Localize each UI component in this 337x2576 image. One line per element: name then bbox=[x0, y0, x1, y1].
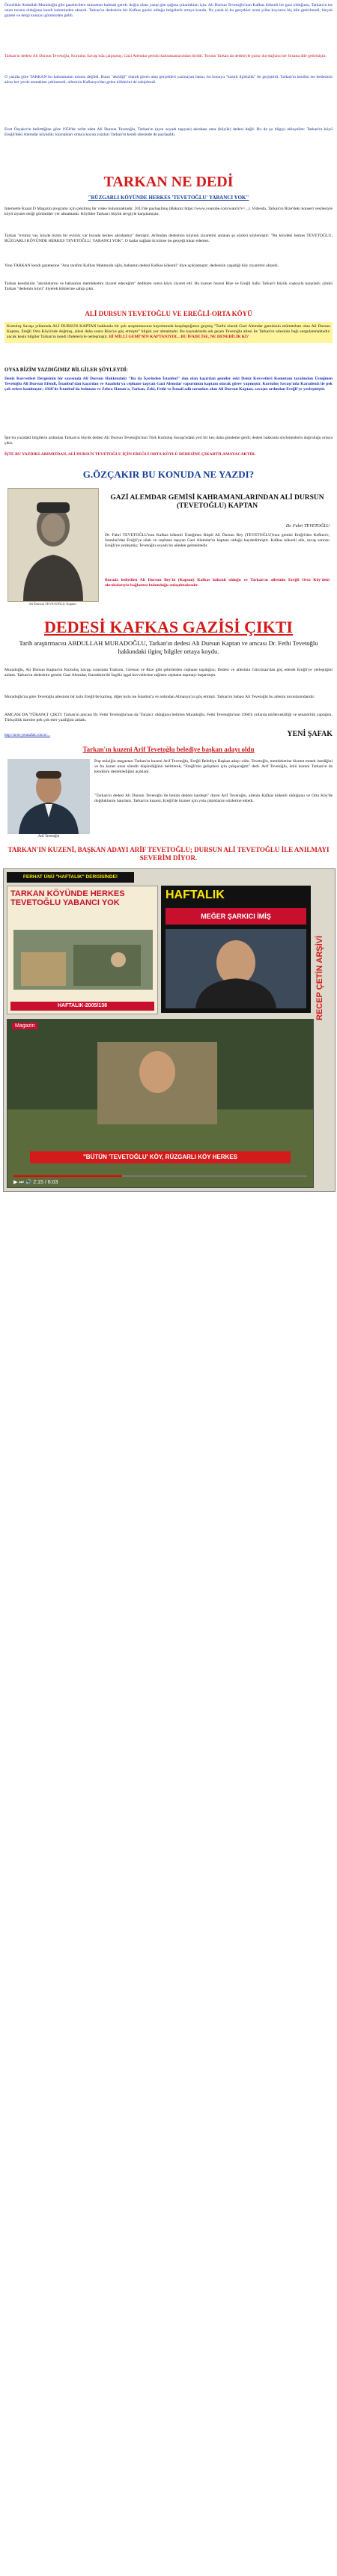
magazine-left-page bbox=[7, 886, 158, 1014]
card-author: Dr. Fahri TEVETOĞLU bbox=[285, 524, 330, 529]
section-heading-tarkan-ne-dedi: TARKAN NE DEDİ bbox=[103, 174, 234, 190]
section-heading-ozcakir: G.ÖZÇAKIR BU KONUDA NE YAZDI? bbox=[82, 469, 255, 480]
magazine-right-page bbox=[161, 886, 311, 1013]
card-note: Burada belirtilen Ali Dursun Bey'in (Kaptan) Kafkas kökenli olduğu ve Tarkan'ın ailesinin Ereğli Orta Köy'deki akrabalarıyla bağlantısı bulunduğu anlaşılmaktadır. bbox=[105, 578, 330, 588]
video-controls bbox=[13, 1179, 58, 1186]
magazine-cover-title: TARKAN KÖYÜNDE HERKES TEVETOĞLU YABANCI YOK bbox=[10, 889, 125, 907]
highlight-box-text: Kurtuluş Savaşı yıllarında ALİ DURSUN KAPTAN hakkında bir çok araştırmacının kayıtlarında karşılaştığımız geçmiş "Tarihi olarak Gazi Alemdar gemisinin mürettebatı olan Ali Dursun Kaptan, Ereğli Orta Köyü'nde doğmuş, ailesi daha sonra Rize'ye göç etmiştir" bilgisi yer almaktadır. Bu kaynaklarda adı geçen Tevetoğlu ailesi ile Tarkan'ın ailesinin bağı sorgulanmaktadır; ancak kesin bilgiler Tarkan'ın kendi ifadeleriyle netleşmiştir. Bİ MİLLİ GEMİ'NİN KAPTANIYDI... BU İFADE İSE, NE DENEBİLİR Kİ? bbox=[7, 324, 330, 340]
section-subheading-dedesi: Tarih araştırmacısı ABDULLAH MURADOĞLU, Tarkan'ın dedesi Ali Dursun Kaptan ve amcası Dr. Fethi Tevetoğlu hakkındaki ilginç bilgiler ortaya koydu. bbox=[19, 639, 318, 655]
highlight-box-kurtulus bbox=[4, 322, 333, 343]
paragraph-kanal-d: İnternette Kanal D Magazin programı için çekilmiş bir video bulunmaktadır. 2013'de paylaşılmış (Bakınız https://www.youtube.com/watch?v=...). Videoda, Tarkan'ın Rize'deki konseri vesilesiyle köyü ziyaret ettiği görüntüler yer almaktadır. Köylüler Tarkan'ı büyük sevgiyle karşılamıştır. bbox=[4, 207, 333, 217]
paragraph-arif-2: "Tarkan'ın dedesi Ali Dursun Tevetoğlu ile benim dedem kardeşti" diyen Arif Tevetoğlu, ailenin Kafkas kökenli olduğunu ve Orta Köy'de doğduklarını hatırlattı. Tarkan'ın kuzeni, Ereğli'de hizmet için yola çıktıklarını sözlerine ekledi. bbox=[94, 794, 333, 804]
paragraph-tarkan-quote: Tarkan "evimiz var, köyde bizim bir evimiz var burada herkes akrabamız" demiştir. Ardından dedesinin köyünü ziyaretini anlatan şu sözleri söylemiştir: "Bu köydeki herkes TEVETOĞLU; RÜZGARLI KÖYÜNDE HERKES TEVETOĞLU, YABANCI YOK". O kadar sağlam ki kimse bu gerçeği inkar edemez. bbox=[4, 234, 333, 244]
paragraph-amcasi: AMCASI DA 'TÜRANCI' ÇIKTI: Tarkan'ın amcası Dr. Fethi Tevetoğlu'nun da 'Turancı' olduğunu belirten Muradoğlu, Fethi Tevetoğlu'nun 1960'lı yıllarda milletvekilliği ve senatörlük yaptığını, Türkçülük üzerine pek çok eser yazdığını anlattı. bbox=[4, 713, 333, 723]
section-heading-arif: Tarkan'ın kuzeni Arif Tevetoğlu belediye başkan adayı oldu bbox=[82, 746, 255, 753]
page-remainder bbox=[0, 1198, 337, 2576]
video-caption: "BÜTÜN 'TEVETOĞLU' KÖY, RÜZGARLI KÖY HERKES bbox=[30, 1151, 291, 1163]
intro-paragraph-2: Tarkan'ın dedesi Ali Dursun Tevetoğlu, Kurtuluş Savaşı'nda çarpışmış; Gazi Alemdar gemisi kahramanlarından biridir. Torunu Tarkan da dedesiyle gurur duyduğunu her fırsatta dile getirmiştir. bbox=[4, 54, 327, 58]
magazine-right-photo bbox=[166, 929, 306, 1008]
arif-caption: Arif Tevetoğlu bbox=[37, 835, 60, 838]
section-subheading-ruzgarli: "RÜZGARLI KÖYÜNDE HERKES 'TEVETOĞLU' YABANCI YOK" bbox=[88, 195, 249, 201]
magazine-photo bbox=[13, 930, 153, 990]
paragraph-arif-1: Pop müziğin megastarı Tarkan'ın kuzeni Arif Tevetoğlu, Ereğli Belediye Başkan adayı oldu. Tevetoğlu, memleketine hizmet etmek istediğini ve bu kararı uzun süredir düşündüğünü belirterek, "Ereğli'nin gelişmesi için çalışacağım" dedi. Arif Tevetoğlu, ünlü kuzeni Tarkan'ın da kendisini desteklediğini açıkladı. bbox=[94, 759, 333, 775]
intro-paragraph-4: Evet Özçakır'ın belirttiğine göre 1950'de vefat eden Ali Dursun Tevetoğlu, Tarkan'ın (aynı soyadı taşıyan) akrabası ama (büyük) dedesi değil. Bu da şu bilgiyi ekleyelim: Tarkan'ın köyü Ereğli'deki Alemdar köyüdür; kaynakları ortaya koyan yazıları Tarkan'ın kendi sitesinde de paylaşıldı. bbox=[4, 127, 333, 138]
magazine-issue: HAFTALIK-2005/138 bbox=[10, 1002, 154, 1011]
magazine-brand: HAFTALIK bbox=[166, 889, 225, 901]
paragraph-muradoglu-1: Muradoğlu, Ali Dursun Kaptan'ın Kurtuluş Savaşı sırasında Trabzon, Giresun ve Rize gibi şehirlerden cephane taşıdığını; Dedesi ve ailesinin Gürcistan'dan göç ederek Ereğli'ye yerleştiğini anlattı. Tarkan'ın dedesinin gemisi Gazi Alemdar, Karadeniz'de İngiliz işgal kuvvetlerine rağmen cephane taşımayı başarmıştı. bbox=[4, 668, 333, 678]
paragraph-muradoglu-2: Muradoğlu'na göre Tevetoğlu ailesinin bir kolu Ereğli'de kalmış, diğer kolu ise İstanbul'a ve ardından Almanya'ya göç etmişti. Tarkan'ın babası Ali Tevetoğlu bu ailenin torunlarındandır. bbox=[4, 695, 315, 699]
portrait-illustration bbox=[8, 489, 98, 601]
paragraph-ortakoy: İŞTE BU YAZDIKLARIMIZDAN, ALİ DURSUN TEVETOĞLU İÇİN EREĞLİ ORTA KÖYLÜ DEDESİNE ÇIKARTILAMAYACAKTIR. bbox=[4, 452, 256, 457]
section-heading-kuzeni: TARKAN'IN KUZENİ, BAŞKAN ADAYI ARİF TEVETOĞLU; DURSUN ALİ TEVETOĞLU İLE ANILMAYI SEVERİM DİYOR. bbox=[7, 846, 330, 862]
arif-photo bbox=[7, 759, 90, 834]
volume-icon[interactable]: 🔊 bbox=[25, 1180, 32, 1185]
portrait-caption: Ali Dursun TEVETOĞLU Kaptan bbox=[28, 602, 76, 606]
section-heading-dedesi: DEDESİ KAFKAS GAZİSİ ÇIKTI bbox=[44, 618, 293, 636]
card-title: GAZİ ALEMDAR GEMİSİ KAHRAMANLARINDAN ALİ DURSUN (TEVETOĞLU) KAPTAN bbox=[110, 494, 324, 510]
play-icon[interactable]: ▶ bbox=[13, 1180, 18, 1185]
paragraph-yazidaki-bilgiler: İşte bu yazıdaki bilgilerin ardından Tarkan'ın büyük dedesi Ali Dursun Tevetoğlu'nun Türk Kurtuluş Savaşı'ndaki yeri bir kez daha gündeme geldi; dedesi hakkında söylenenlerin doğruluğu ortaya çıktı. bbox=[4, 436, 333, 446]
section-heading-ali-dursun: ALİ DURSUN TEVETOĞLU VE EREĞLİ-ORTA KÖYÜ bbox=[85, 310, 252, 317]
box-question: OYSA BİZİM YAZDIĞIMIZ BİLGİLER ŞÖYLEYDİ: bbox=[4, 367, 128, 373]
archive-side-note: RECEP ÇETİN ARŞİVİ bbox=[315, 935, 324, 1020]
paragraph-ana-taraf: Yine TARKAN kendi gazetesine "Ana tarafım Kafkas Mahmudu oğlu, babamın dedesi Kafkas kökenli" diye açıklamıştır; dedesinin yaşadığı köy ziyaretini aktardı. bbox=[4, 264, 279, 268]
paragraph-akrabalar: Tarkan kendisinin "akrabalarını ve babasının memleketini ziyaret edeceğim" dedikten sonra köyü ziyaret etti. Bu konser öncesi Rize ve Ereğli halkı Tarkan'ı büyük coşkuyla karşıladı; çünkü Tarkan "dedemin köyü" diyerek köklerine sahip çıktı. bbox=[4, 281, 333, 292]
paragraph-deniz-kuvvetleri: Deniz Kuvvetleri Dergisinin bir sayısında Ali Dursun Hakkındaki "Bu da İçerinden İstanbul" dan olan kaçırılan gemiler eski Deniz Kuvvetleri Komutanı tarafından Üsteğmen Tevetoğlu Ali Dursun Efendi, İstanbul'dan kaçırılan ve Anadolu'ya cephane taşıyan Gazi Alemdar vapurunun kaptanı olarak görev yapmıştır. Kurtuluş Savaşı'nda Karadeniz'de pek çok sefere katılmıştır; 1920'de İstanbul'da bulunan ve Zehra Hanım'a, Tarkan, Zeki, Fethi ve İsmail adlı torunları olan Ali Dursun Kaptan, savaşın ardından Ereğli'ye yerleşmiştir. bbox=[4, 377, 333, 392]
magazine-badge: MEĞER ŞARKICI İMİŞ bbox=[166, 908, 306, 925]
magazine-collage bbox=[3, 868, 336, 1192]
magazine-flag: FERHAT ÜNÜ "HAFTALIK" DERGİSİNDE! bbox=[7, 872, 134, 883]
video-time: 2:15 / 6:03 bbox=[33, 1180, 58, 1185]
intro-paragraph-3: O yazıda göre TARKAN bu kahramanın torunu değildi. Bunu "aksiliği" olarak gören ama gerçekleri yazmayan basın, bu konuyu "kasıtlı ilgisizlik" ile geçiştirdi. Tarkan'ın kendisi ise dedesinin adını her yerde anmaktan çekinmedi; ailesinin Kafkasya'dan gelen köklerini de sahiplendi. bbox=[4, 75, 333, 85]
video-progress-track[interactable] bbox=[13, 1175, 307, 1177]
arif-illustration bbox=[7, 759, 90, 834]
yeni-safak-link[interactable]: http://arsiv.yenisafak.com.tr/... bbox=[4, 734, 51, 737]
portrait-ali-dursun bbox=[7, 488, 99, 602]
video-player[interactable] bbox=[7, 1019, 314, 1188]
next-icon[interactable]: ⏭ bbox=[19, 1180, 24, 1185]
intro-paragraph-1: Öncelikle Abdullah Muradoğlu gibi gazetecilere minnettar kalmak gerek: doğru olanı yazıp gün ışığına çıkardıkları için. Ali Dursun Tevetoğlu'nun Kafkas kökenli bir gazi olduğunu, Tarkan'ın ise onun torunu olduğunu kendi kaleminden aktardı. Tarkan'ın dedesinin bir Kafkas gazisi olduğu belgelerle ortaya kondu. Ne yazık ki bu gerçekler uzun yıllar boyunca hiç dile getirilmedi; birçok gazete ve dergi konuyu görmezden geldi. bbox=[4, 3, 333, 19]
card-body: Dr. Fahri TEVETOĞLU'nun Kafkas kökenli Üsteğmen Rüştü Ali Dursun Bey (TEVETOĞLU)'nun gemisi Ereğli'den Kefken'e, İstanbul'dan Ereğli'ye silah ve cephane taşıyan Gazi Alemdar'ın kaptanı olduğu kaydedilmiştir. Kafkas kökenli aile, savaş sonrası Ereğli'ye yerleşmiş; Tevetoğlu soyadı bu aileden gelmektedir. bbox=[105, 533, 330, 549]
yeni-safak-logo: YENİ ŞAFAK bbox=[287, 730, 333, 738]
video-progress-fill bbox=[13, 1175, 122, 1177]
video-channel-badge: Magazin bbox=[12, 1023, 37, 1029]
